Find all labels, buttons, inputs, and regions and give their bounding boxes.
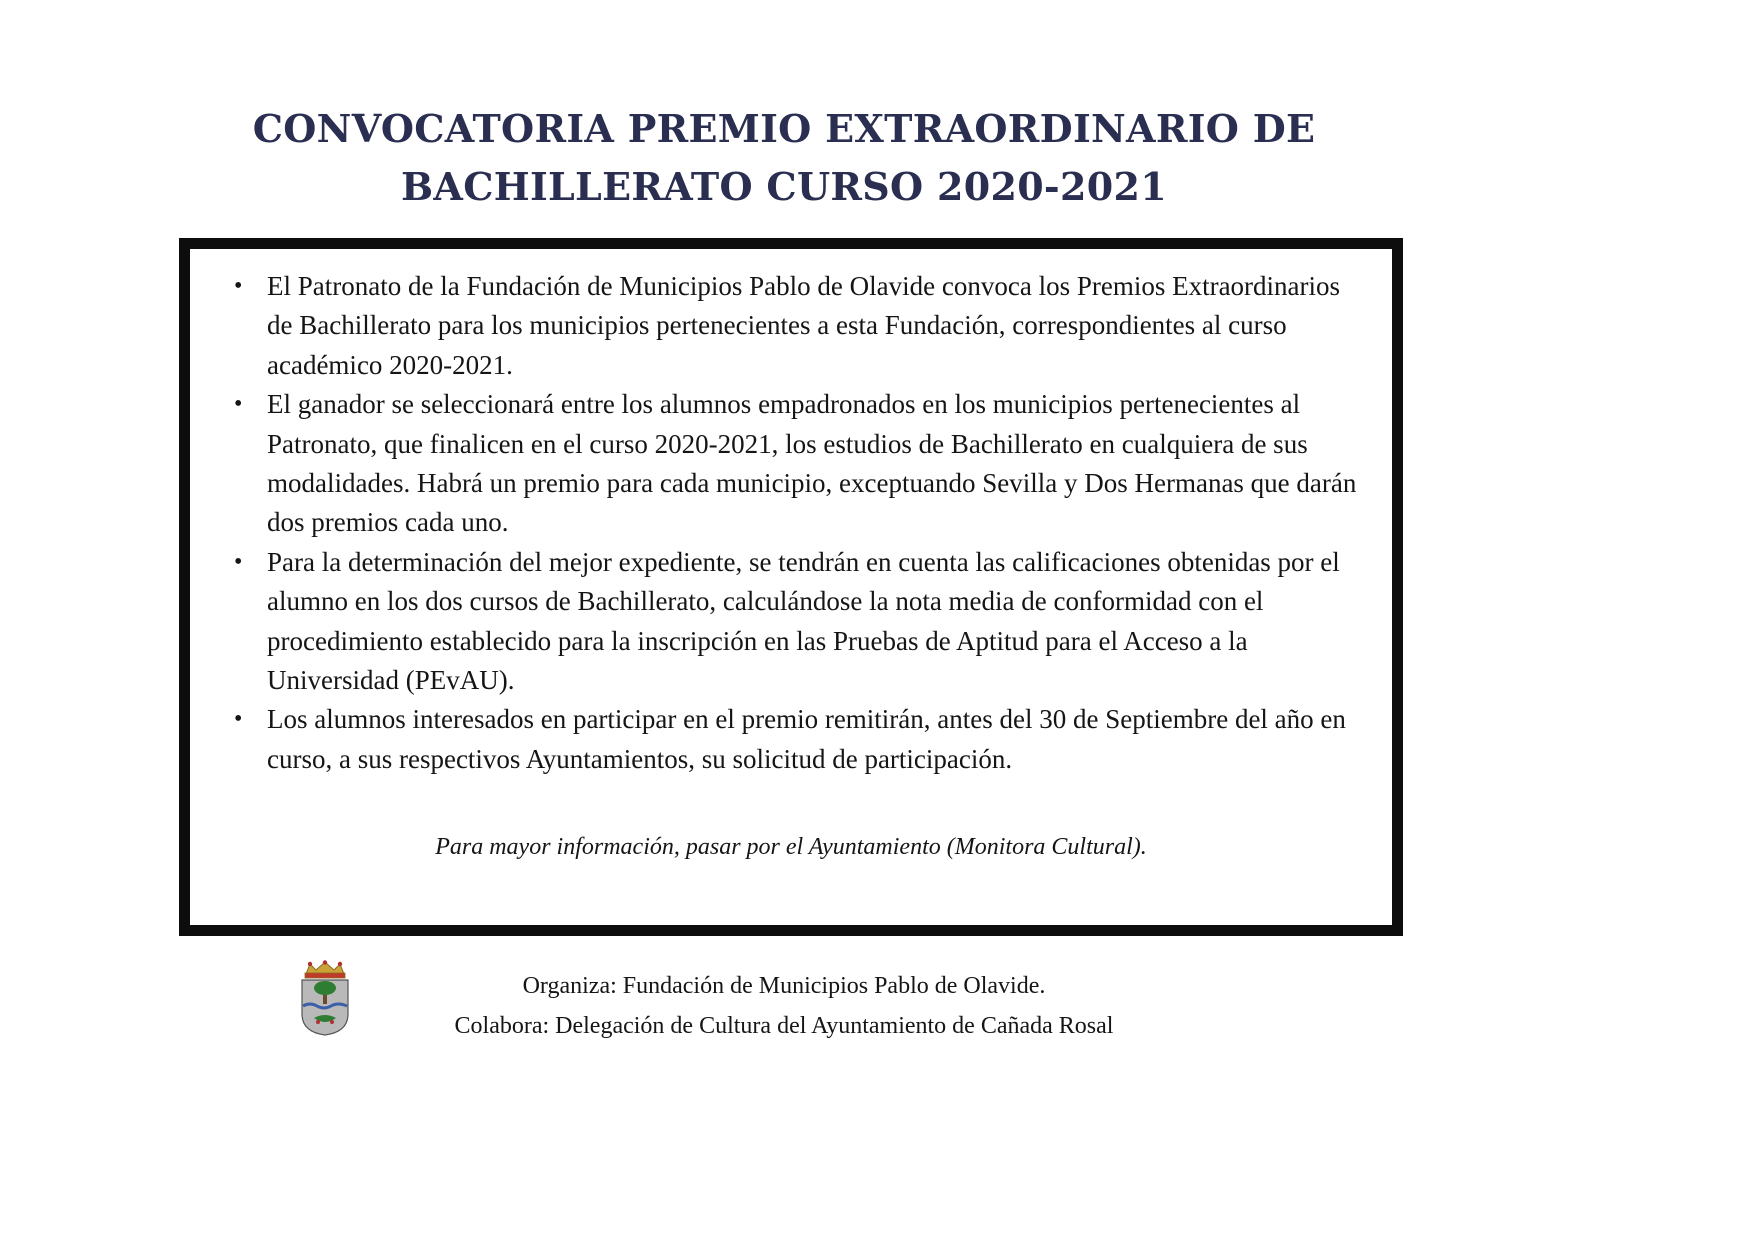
collaborator-text: Colabora: Delegación de Cultura del Ayuntamiento de Cañada Rosal bbox=[454, 1013, 1114, 1039]
bullet-text: Para la determinación del mejor expediente, se tendrán en cuenta las calificaciones obtenidas por el alumno en los dos cursos de Bachillerato, calculándose la nota media de conformidad con el procedimiento establecido para la inscripción en las Pruebas de Aptitud para el Acceso a la Universidad (PEvAU). bbox=[267, 546, 1340, 696]
announcement-box bbox=[179, 238, 1403, 936]
title-line-2: BACHILLERATO CURSO 2020-2021 bbox=[401, 164, 1167, 209]
bullet-icon: • bbox=[234, 391, 243, 418]
list-item bbox=[190, 543, 1392, 701]
bullet-icon: • bbox=[234, 273, 243, 299]
bullet-icon: • bbox=[234, 706, 243, 733]
bullet-text: El ganador se seleccionará entre los alumnos empadronados en los municipios pertenecientes al Patronato, que finalicen en el curso 2020-2021, los estudios de Bachillerato en cualquiera de sus modalidades. Habrá un premio para cada municipio, exceptuando Sevilla y Dos Hermanas que darán dos premios cada uno. bbox=[267, 389, 1357, 538]
page-title bbox=[0, 100, 1568, 216]
bullet-text: El Patronato de la Fundación de Municipios Pablo de Olavide convoca los Premios Extraordinarios de Bachillerato para los municipios pertenecientes a esta Fundación, correspondientes al curso académico 2020-2021. bbox=[267, 271, 1341, 380]
organizer-text: Organiza: Fundación de Municipios Pablo de Olavide. bbox=[522, 973, 1046, 999]
title-line-1: CONVOCATORIA PREMIO EXTRAORDINARIO DE bbox=[252, 106, 1316, 151]
footer bbox=[0, 966, 1568, 1046]
list-item bbox=[190, 385, 1392, 543]
list-item bbox=[190, 267, 1392, 385]
list-item bbox=[190, 700, 1392, 779]
info-note: Para mayor información, pasar por el Ayuntamiento (Monitora Cultural). bbox=[435, 834, 1147, 860]
bullet-icon: • bbox=[234, 548, 243, 575]
bullet-list bbox=[190, 267, 1392, 779]
bullet-text: Los alumnos interesados en participar en el premio remitirán, antes del 30 de Septiembre del año en curso, a sus respectivos Ayuntamientos, su solicitud de participación. bbox=[267, 704, 1346, 774]
